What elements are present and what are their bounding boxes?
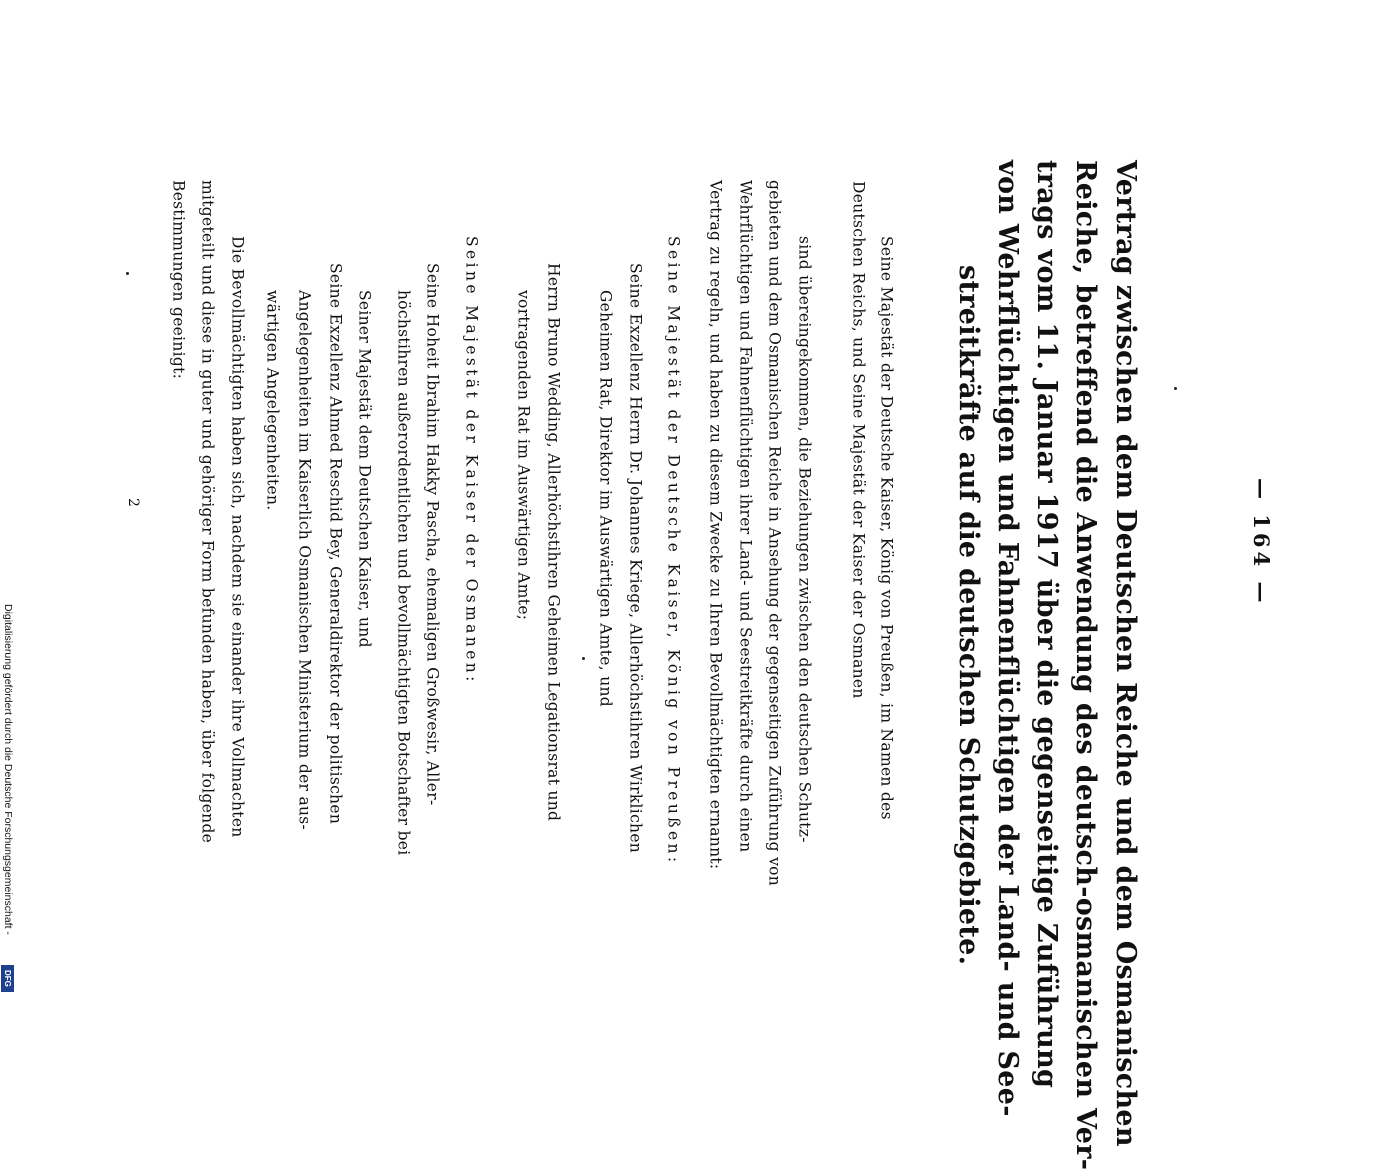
body-line: Seine Exzellenz Ahmed Reschid Bey, Generaldirektor der politischen [326, 263, 345, 825]
scan-speck [126, 272, 129, 275]
scan-speck [1174, 387, 1177, 390]
body-line: Seine Majestät der Deutsche Kaiser, König von Preußen: [664, 236, 683, 866]
title-line-1: Vertrag zwischen dem Deutschen Reiche und dem Osmanischen [1110, 160, 1141, 1147]
body-line: Angelegenheiten im Kaiserlich Osmanischen Ministerium der aus- [295, 290, 314, 831]
body-line: Vertrag zu regeln, und haben zu diesem Zwecke zu Ihren Bevollmächtigten ernannt: [706, 180, 725, 870]
body-line: Seine Exzellenz Herrn Dr. Johannes Kriege, Allerhöchstihren Wirklichen [626, 263, 645, 854]
page-number: — 164 — [1249, 478, 1274, 607]
title-line-4: von Wehrflüchtigen und Fahnenflüchtigen der Land- und See- [992, 160, 1023, 1117]
body-line: Geheimen Rat, Direktor im Auswärtigen Amte, und [596, 290, 615, 708]
body-line: Wehrflüchtigen und Fahnenflüchtigen ihrer Land- und Seestreitkräfte durch einen [736, 180, 755, 853]
body-line: sind übereingekommen, die Beziehungen zwischen den deutschen Schutz- [795, 236, 814, 843]
scan-speck [582, 657, 585, 660]
body-line: Herrn Bruno Wedding, Allerhöchstihren Geheimen Legationsrat und [544, 263, 563, 822]
body-line: Seine Majestät der Kaiser der Osmanen: [462, 236, 481, 685]
body-line: mitgeteilt und diese in guter und gehöriger Form befunden haben, über folgende [198, 180, 217, 844]
body-line: Deutschen Reichs, und Seine Majestät der Kaiser der Osmanen [849, 181, 868, 699]
body-line: Seine Hoheit Ibrahim Hakky Pascha, ehemaligen Großwesir, Aller- [423, 263, 442, 806]
body-line: Seine Majestät der Deutsche Kaiser, König von Preußen, im Namen des [877, 236, 896, 820]
body-line: höchstihren außerordentlichen und bevollmächtigten Botschafter bei [394, 290, 413, 856]
body-line: Bestimmungen geeinigt: [169, 180, 188, 380]
body-line: wärtigen Angelegenheiten. [263, 290, 282, 511]
body-line: Die Bevollmächtigten haben sich, nachdem sie einander ihre Vollmachten [228, 236, 247, 838]
body-line: Seiner Majestät dem Deutschen Kaiser, und [355, 290, 374, 648]
body-line: gebieten und dem Osmanischen Reiche in Ansehung der gegenseitigen Zuführung von [765, 180, 784, 887]
footer-attribution: Digitalisierung gefördert durch die Deutsche Forschungsgemeinschaft - [2, 604, 14, 935]
title-line-2: Reiche, betreffend die Anwendung des deutsch-osmanischen Ver- [1070, 160, 1101, 1170]
title-line-5: streitkräfte auf die deutschen Schutzgebiete. [953, 265, 984, 966]
dfg-logo: DFG [1, 965, 14, 992]
body-line: vortragenden Rat im Auswärtigen Amte; [514, 290, 533, 621]
title-line-3: trags vom 11. Januar 1917 über die gegenseitige Zuführung [1031, 160, 1062, 1089]
sheet-number: 2 [125, 498, 141, 507]
